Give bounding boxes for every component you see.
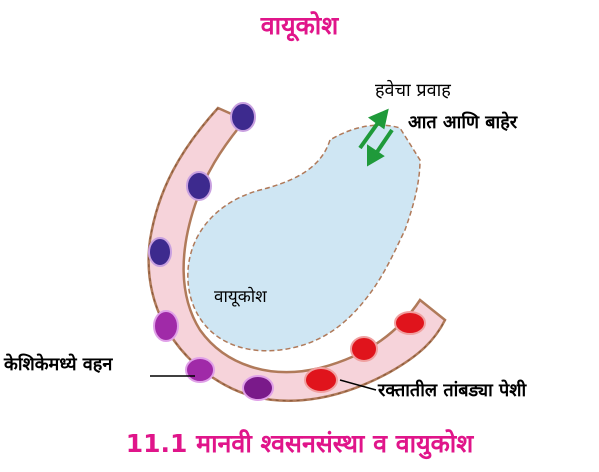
- in-out-label: आत आणि बाहेर: [408, 112, 518, 133]
- capillary-label: केशिकेमध्ये वहन: [4, 354, 113, 375]
- alveolus-sac: [188, 125, 420, 351]
- red-blood-cell: [351, 337, 377, 361]
- red-blood-cell: [149, 238, 171, 266]
- red-blood-cell: [305, 368, 337, 392]
- red-blood-cell: [243, 376, 273, 400]
- red-blood-cell: [231, 103, 255, 131]
- figure-caption: 11.1 मानवी श्वसनसंस्था व वायुकोश: [125, 429, 474, 458]
- red-cells-label: रक्तातील तांबड्या पेशी: [378, 380, 527, 401]
- air-flow-label: हवेचा प्रवाह: [375, 80, 451, 101]
- red-blood-cell: [395, 312, 425, 334]
- diagram-title: वायूकोश: [260, 11, 339, 40]
- red-blood-cell: [186, 358, 214, 382]
- red-blood-cell: [187, 172, 211, 200]
- red-blood-cell: [154, 311, 178, 341]
- alveolus-label: वायूकोश: [214, 287, 267, 307]
